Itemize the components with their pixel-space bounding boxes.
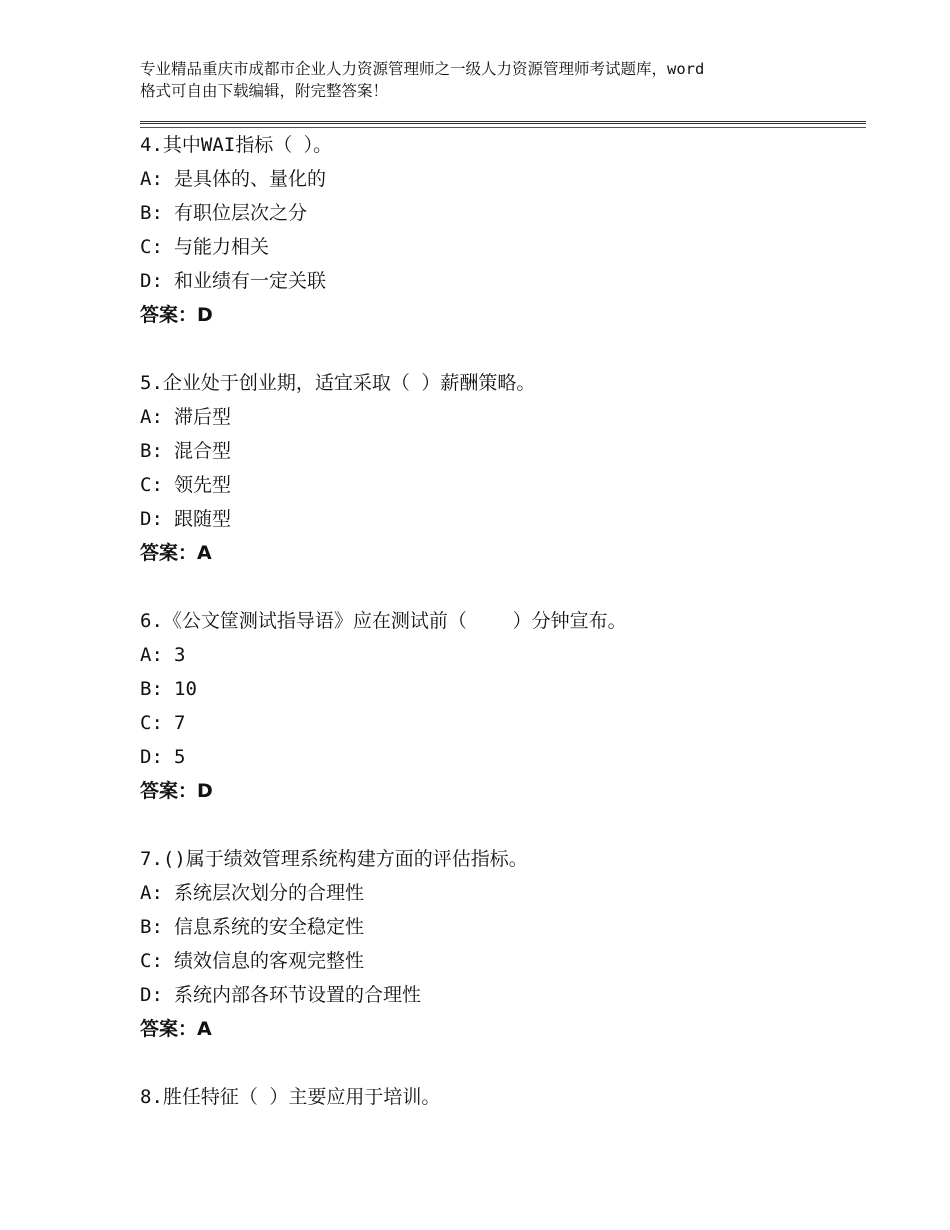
- question-item: [140, 128, 866, 332]
- option-text: 领先型: [174, 474, 232, 496]
- option-letter: B:: [140, 678, 163, 700]
- question-stem: 4.其中WAI指标（ ）。: [140, 134, 333, 156]
- option-line: [140, 944, 866, 978]
- option-text: 信息系统的安全稳定性: [174, 916, 365, 938]
- option-letter: B:: [140, 202, 163, 224]
- option-text: 滞后型: [174, 406, 232, 428]
- option-line: [140, 706, 866, 740]
- question-item: [140, 1080, 866, 1114]
- option-line: [140, 196, 866, 230]
- option-text: 混合型: [174, 440, 232, 462]
- question-stem: 8.胜任特征（ ）主要应用于培训。: [140, 1086, 441, 1108]
- option-letter: A:: [140, 644, 163, 666]
- option-letter: C:: [140, 950, 163, 972]
- option-text: 跟随型: [174, 508, 232, 530]
- option-line: [140, 876, 866, 910]
- header-line-2: 格式可自由下载编辑，附完整答案！: [140, 82, 389, 100]
- question-list: [140, 128, 866, 1148]
- option-text: 系统层次划分的合理性: [174, 882, 365, 904]
- option-letter: A:: [140, 882, 163, 904]
- option-letter: D:: [140, 508, 163, 530]
- header-divider-double: [140, 121, 866, 124]
- question-stem: 6.《公文筐测试指导语》应在测试前（ ）分钟宣布。: [140, 610, 627, 632]
- answer-line: 答案：A: [140, 1018, 212, 1040]
- option-text: 有职位层次之分: [174, 202, 308, 224]
- option-text: 10: [174, 678, 197, 700]
- option-line: [140, 162, 866, 196]
- option-text: 是具体的、量化的: [174, 168, 327, 190]
- option-line: [140, 400, 866, 434]
- question-item: [140, 366, 866, 570]
- option-line: [140, 740, 866, 774]
- header-line-1: 专业精品重庆市成都市企业人力资源管理师之一级人力资源管理师考试题库，word: [140, 60, 705, 78]
- option-line: [140, 264, 866, 298]
- option-line: [140, 434, 866, 468]
- option-line: [140, 468, 866, 502]
- option-letter: D:: [140, 746, 163, 768]
- option-line: [140, 672, 866, 706]
- option-text: 与能力相关: [174, 236, 270, 258]
- option-line: [140, 230, 866, 264]
- document-header: [140, 58, 840, 102]
- option-letter: C:: [140, 474, 163, 496]
- answer-line: 答案：D: [140, 780, 213, 802]
- option-letter: B:: [140, 440, 163, 462]
- option-line: [140, 910, 866, 944]
- option-text: 绩效信息的客观完整性: [174, 950, 365, 972]
- question-stem: 7.()属于绩效管理系统构建方面的评估指标。: [140, 848, 528, 870]
- option-line: [140, 638, 866, 672]
- option-line: [140, 978, 866, 1012]
- option-letter: D:: [140, 270, 163, 292]
- option-letter: C:: [140, 712, 163, 734]
- option-text: 3: [174, 644, 186, 666]
- option-letter: A:: [140, 168, 163, 190]
- answer-line: 答案：D: [140, 304, 213, 326]
- option-letter: A:: [140, 406, 163, 428]
- option-letter: C:: [140, 236, 163, 258]
- question-item: [140, 604, 866, 808]
- option-text: 系统内部各环节设置的合理性: [174, 984, 422, 1006]
- option-line: [140, 502, 866, 536]
- option-text: 5: [174, 746, 186, 768]
- option-text: 7: [174, 712, 186, 734]
- option-letter: B:: [140, 916, 163, 938]
- question-stem: 5.企业处于创业期，适宜采取（ ）薪酬策略。: [140, 372, 536, 394]
- question-item: [140, 842, 866, 1046]
- answer-line: 答案：A: [140, 542, 212, 564]
- option-text: 和业绩有一定关联: [174, 270, 327, 292]
- option-letter: D:: [140, 984, 163, 1006]
